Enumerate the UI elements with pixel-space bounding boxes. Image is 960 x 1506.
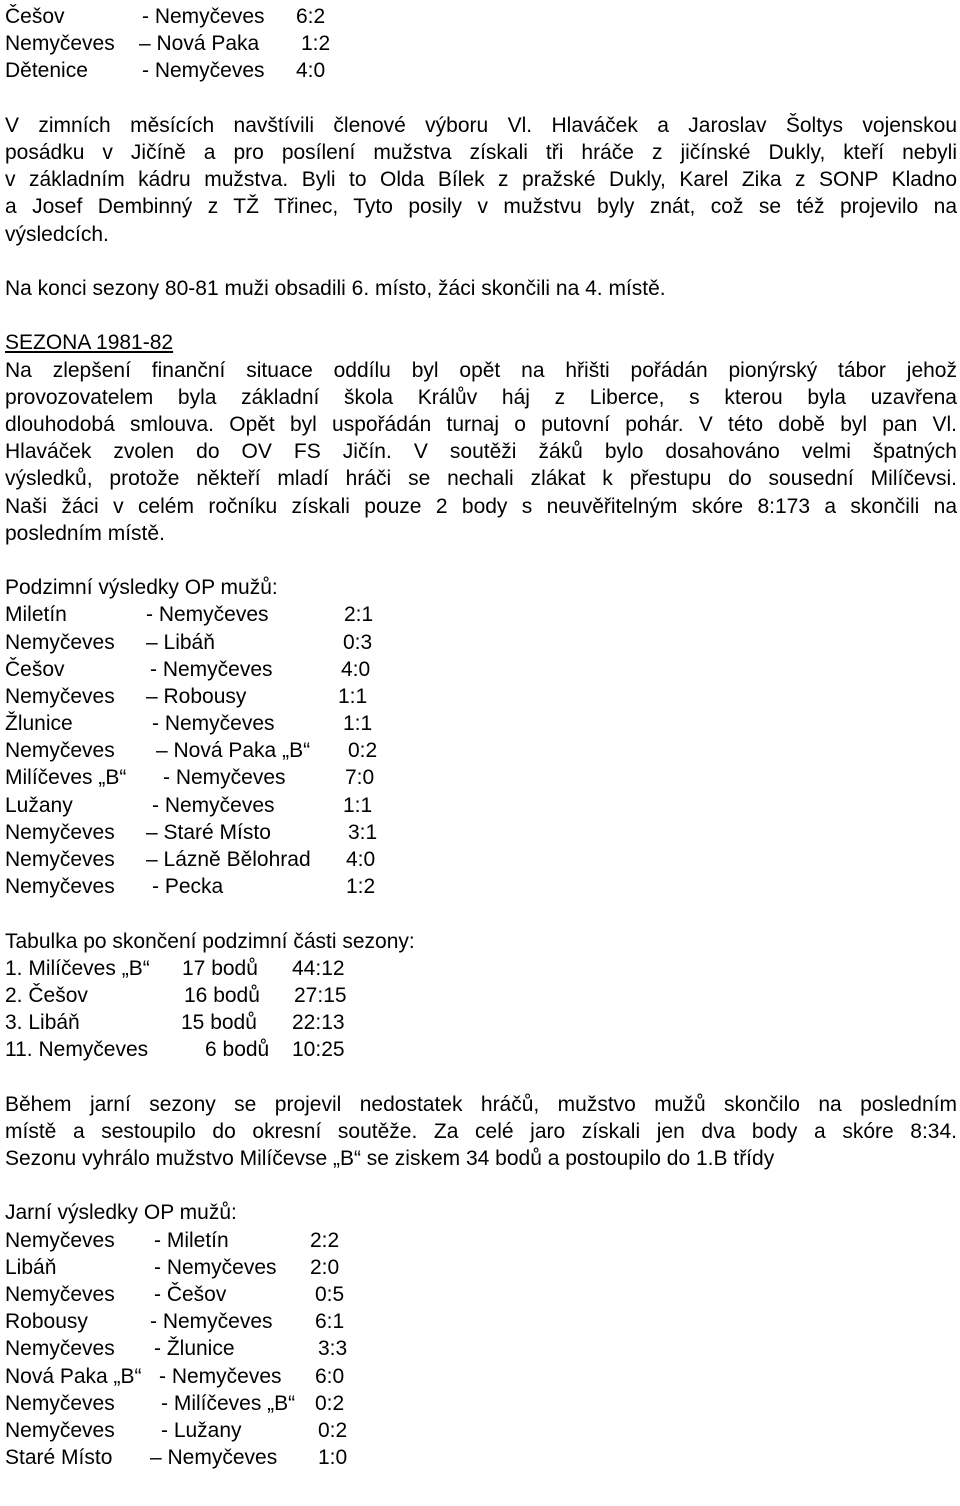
home-team: Nemyčeves [5, 848, 115, 871]
result-row [5, 683, 957, 710]
home-team: Nová Paka „B“ [5, 1364, 142, 1388]
score: 0:2 [318, 1418, 348, 1442]
paragraph-line: a Josef Dembinný z TŽ Třinec, Tyto posily v mužstvu byly znát, což se též projevilo na [5, 195, 957, 219]
result-row [5, 1363, 957, 1390]
table-heading: Tabulka po skončení podzimní části sezony: [5, 929, 415, 953]
score: 3:3 [318, 1337, 348, 1361]
home-team: Nemyčeves [5, 1418, 115, 1442]
team-points: 17 bodů [182, 956, 258, 980]
away-team: – Nová Paka [139, 32, 260, 56]
home-team: Nemyčeves [5, 1337, 115, 1361]
away-team: - Nemyčeves [163, 766, 286, 790]
home-team: Dětenice [5, 59, 88, 83]
table-row [5, 982, 957, 1009]
away-team: - Nemyčeves [150, 657, 273, 681]
away-team: - Nemyčeves [159, 1364, 282, 1388]
home-team: Robousy [5, 1310, 88, 1334]
team-name: 1. Milíčeves „B“ [5, 956, 150, 980]
score: 1:1 [338, 684, 368, 708]
score: 0:5 [315, 1283, 345, 1307]
away-team: – Lázně Bělohrad [146, 848, 311, 871]
away-team: - Žlunice [154, 1337, 235, 1361]
spring-results [5, 1227, 957, 1472]
away-team: – Libáň [146, 630, 215, 654]
score: 4:0 [341, 657, 371, 681]
table-row [5, 1036, 957, 1063]
result-row [5, 1417, 957, 1444]
result-row [5, 710, 957, 737]
document-page [5, 3, 957, 1471]
team-score: 44:12 [292, 956, 345, 980]
team-points: 15 bodů [181, 1011, 257, 1035]
home-team: Češov [5, 5, 65, 28]
team-score: 22:13 [292, 1011, 345, 1035]
result-row [5, 656, 957, 683]
result-row [5, 3, 957, 30]
score: 4:0 [346, 848, 376, 871]
away-team: - Nemyčeves [146, 603, 269, 627]
away-team: - Češov [154, 1283, 227, 1307]
score: 3:1 [348, 820, 378, 844]
result-row [5, 846, 957, 873]
away-team: - Milíčeves „B“ [161, 1391, 296, 1415]
home-team: Nemyčeves [5, 630, 115, 654]
score: 4:0 [296, 59, 326, 83]
result-row [5, 1227, 957, 1254]
table-row [5, 1009, 957, 1036]
away-team: - Nemyčeves [142, 5, 265, 28]
home-team: Libáň [5, 1255, 57, 1279]
paragraph-line: místě a sestoupilo do okresní soutěže. Za celé jaro získali jen dva body a skóre 8:34. [5, 1119, 957, 1143]
autumn-results [5, 601, 957, 900]
result-row [5, 737, 957, 764]
home-team: Češov [5, 657, 65, 681]
team-points: 6 bodů [205, 1038, 270, 1062]
paragraph-line: v základním kádru mužstva. Byli to Olda Bílek z pražské Dukly, Karel Zika z SONP Kladno [5, 168, 957, 192]
paragraph-line: dlouhodobá smlouva. Opět byl uspořádán turnaj o putovní pohár. V této době byl pan Vl. [5, 412, 957, 436]
score: 0:2 [315, 1391, 345, 1415]
score: 1:2 [346, 875, 376, 899]
away-team: – Nemyčeves [150, 1446, 278, 1470]
score: 1:1 [343, 793, 373, 817]
score: 0:2 [348, 739, 378, 763]
paragraph-line: posledním místě. [5, 521, 165, 545]
paragraph-line: výsledcích. [5, 222, 109, 246]
score: 6:2 [296, 5, 326, 28]
result-row [5, 1254, 957, 1281]
away-team: - Nemyčeves [152, 712, 275, 736]
score: 6:0 [315, 1364, 345, 1388]
paragraph-line: Sezonu vyhrálo mužstvo Milíčevse „B“ se ziskem 34 bodů a postoupilo do 1.B třídy [5, 1147, 775, 1171]
team-points: 16 bodů [184, 983, 260, 1007]
home-team: Lužany [5, 793, 73, 817]
result-row [5, 57, 957, 84]
away-team: - Miletín [154, 1228, 229, 1252]
away-team: - Lužany [161, 1418, 242, 1442]
team-score: 27:15 [294, 983, 347, 1007]
spring-heading: Jarní výsledky OP mužů: [5, 1201, 237, 1225]
paragraph-line: provozovatelem byla základní škola Králův háj z Liberce, s kterou byla uzavřena [5, 385, 957, 409]
score: 1:2 [301, 32, 331, 56]
team-name: 3. Libáň [5, 1011, 80, 1035]
result-row [5, 30, 957, 57]
paragraph-line: posádku v Jičíně a pro posílení mužstva získali tři hráče z jičínské Dukly, kteří nebyli [5, 140, 957, 164]
result-row [5, 601, 957, 628]
season-summary: Na konci sezony 80-81 muži obsadili 6. místo, žáci skončili na 4. místě. [5, 276, 666, 300]
result-row [5, 1281, 957, 1308]
paragraph-line: V zimních měsících navštívili členové výboru Vl. Hlaváček a Jaroslav Šoltys vojenskou [5, 113, 957, 137]
home-team: Milíčeves „B“ [5, 766, 127, 790]
paragraph-line: Během jarní sezony se projevil nedostatek hráčů, mužstvo mužů skončilo na posledním [5, 1092, 957, 1116]
home-team: Nemyčeves [5, 1391, 115, 1415]
team-name: 11. Nemyčeves [5, 1038, 149, 1062]
score: 2:0 [310, 1255, 340, 1279]
team-name: 2. Češov [5, 983, 88, 1007]
paragraph-season [5, 357, 957, 547]
result-row [5, 1308, 957, 1335]
result-row [5, 819, 957, 846]
home-team: Nemyčeves [5, 1228, 115, 1252]
paragraph-line: Na zlepšení finanční situace oddílu byl opět na hřišti pořádán pionýrský tábor jehož [5, 358, 957, 382]
home-team: Nemyčeves [5, 32, 115, 56]
away-team: – Robousy [146, 684, 247, 708]
season-heading: SEZONA 1981-82 [5, 331, 174, 355]
away-team: - Nemyčeves [152, 793, 275, 817]
home-team: Nemyčeves [5, 820, 115, 844]
table-row [5, 955, 957, 982]
score: 1:0 [318, 1446, 348, 1470]
away-team: – Staré Místo [146, 820, 271, 844]
results-top [5, 3, 957, 85]
result-row [5, 1335, 957, 1362]
score: 0:3 [343, 630, 373, 654]
result-row [5, 629, 957, 656]
paragraph-line: Hlaváček zvolen do OV FS Jičín. V soutěži žáků bylo dosahováno velmi špatných [5, 440, 957, 464]
paragraph-winter [5, 112, 957, 248]
home-team: Miletín [5, 603, 67, 627]
away-team: - Nemyčeves [142, 59, 265, 83]
standings-table [5, 955, 957, 1064]
score: 6:1 [315, 1310, 345, 1334]
home-team: Nemyčeves [5, 875, 115, 899]
score: 7:0 [345, 766, 375, 790]
paragraph-line: výsledků, protože někteří mladí hráči se nechali zlákat k přestupu do sousední Milíčevsi. [5, 467, 957, 491]
home-team: Nemyčeves [5, 739, 115, 763]
result-row [5, 764, 957, 791]
home-team: Staré Místo [5, 1446, 113, 1470]
team-score: 10:25 [292, 1038, 345, 1062]
away-team: - Pecka [152, 875, 224, 899]
home-team: Nemyčeves [5, 1283, 115, 1307]
result-row [5, 1444, 957, 1471]
score: 2:1 [344, 603, 374, 627]
away-team: - Nemyčeves [154, 1255, 277, 1279]
score: 2:2 [310, 1228, 340, 1252]
away-team: - Nemyčeves [150, 1310, 273, 1334]
paragraph-spring [5, 1091, 957, 1173]
home-team: Nemyčeves [5, 684, 115, 708]
paragraph-line: Naši žáci v celém ročníku získali pouze 2 body s neuvěřitelným skóre 8:173 a skončili na [5, 494, 957, 518]
result-row [5, 1390, 957, 1417]
autumn-heading: Podzimní výsledky OP mužů: [5, 576, 278, 600]
result-row [5, 873, 957, 900]
score: 1:1 [343, 712, 373, 736]
away-team: – Nová Paka „B“ [156, 739, 311, 763]
home-team: Žlunice [5, 712, 73, 736]
result-row [5, 792, 957, 819]
